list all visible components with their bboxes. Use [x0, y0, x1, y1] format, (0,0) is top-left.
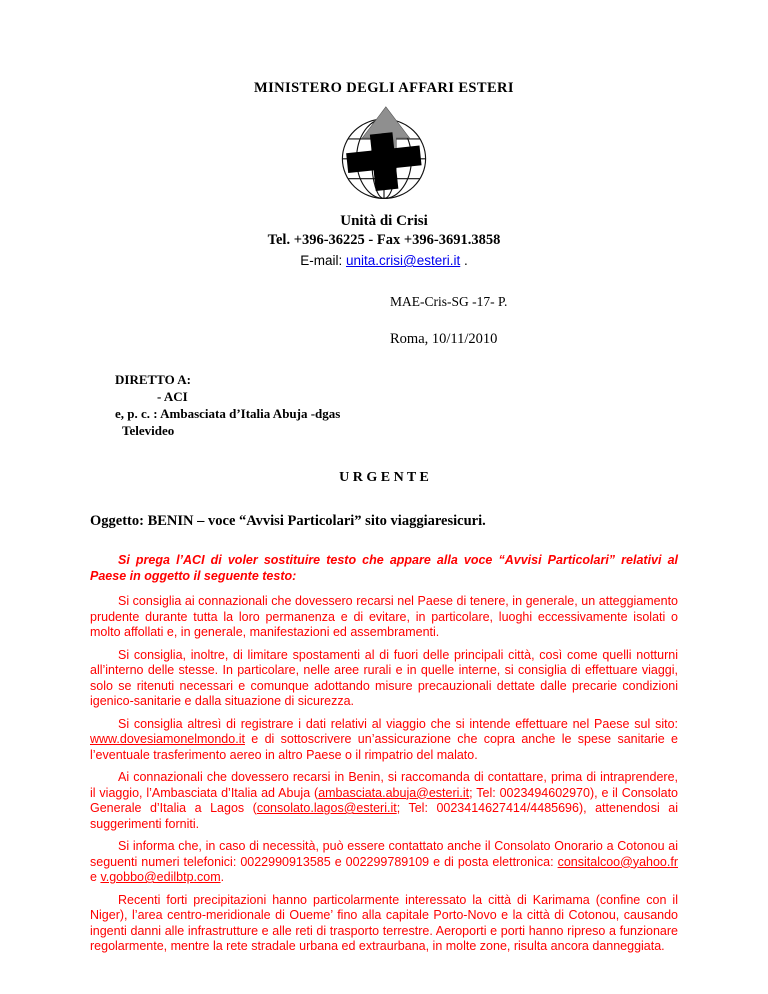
addressee-block	[115, 371, 768, 439]
letter-body	[90, 553, 678, 955]
paragraph-5-text-3: .	[220, 870, 225, 884]
paragraph-4-text-1: Ai connazionali che dovessero recarsi in Benin, si raccomanda di contattare, prima di intraprendere, il viaggio, l’Ambasciata d’Italia ad Abuja (	[90, 770, 678, 800]
date-line: Roma, 10/11/2010	[390, 331, 498, 347]
consulate-lagos-email-link[interactable]: consolato.lagos@esteri.it	[256, 801, 397, 815]
consulate-cotonou-email-link[interactable]: consitalcoo@yahoo.fr	[557, 854, 678, 869]
paragraph-3-text-2: e di sottoscrivere un’assicurazione che copra anche le spese sanitarie e l’eventuale trasferimento aereo in altro Paese o il rimpatrio del malato.	[90, 732, 678, 762]
email-suffix: .	[460, 253, 468, 268]
intro-paragraph: Si prega l’ACI di voler sostituire testo che appare alla voce “Avvisi Particolari” relativi al Paese in oggetto il seguente testo:	[90, 553, 678, 583]
paragraph-5-text-2: e	[90, 870, 101, 884]
paragraph-4	[90, 770, 678, 832]
paragraph-6: Recenti forti precipitazioni hanno particolarmente interessato la città di Karimama (confine con il Niger), l’area centro-meridionale di Oueme’ fino alla capitale Porto-Novo e la città di Cotonou, causando ingenti danni alle infrastrutture e alle reti di trasporto terrestre. Aeroporti e porti hanno ripreso a funzionare regolarmente, mentre la rete stradale urbana ed extraurbana, in molte zone, risulta ancora danneggiata.	[90, 892, 678, 953]
addressee-cc-line2: Televideo	[122, 423, 175, 438]
paragraph-3	[90, 717, 678, 764]
unit-title: Unità di Crisi	[340, 213, 428, 229]
email-line	[0, 253, 768, 268]
email-label: E-mail:	[300, 253, 346, 268]
ministry-title: MINISTERO DEGLI AFFARI ESTERI	[254, 80, 514, 96]
paragraph-4-text-3: ; Tel: 0023414627414/4485696), attenendosi ai suggerimenti forniti.	[90, 801, 679, 831]
subject-line: Oggetto: BENIN – voce “Avvisi Particolari” sito viaggiaresicuri.	[90, 513, 486, 529]
paragraph-5-text-1: Si informa che, in caso di necessità, può essere contattato anche il Consolato Onorario a Cotonou ai seguenti numeri telefonici: 0022990913585 e 002299789109 e di posta elettronica:	[90, 839, 678, 869]
embassy-abuja-email-link[interactable]: ambasciata.abuja@esteri.it	[318, 785, 470, 800]
dovesiamonelmondo-link[interactable]: www.dovesiamonelmondo.it	[90, 732, 245, 746]
protocol-number: MAE-Cris-SG -17- P.	[390, 294, 508, 309]
ministry-emblem	[0, 105, 768, 207]
globe-arrow-icon	[332, 105, 436, 205]
addressee-to-label: DIRETTO A:	[115, 372, 191, 387]
paragraph-5	[90, 839, 678, 886]
tel-fax-line: Tel. +396-36225 - Fax +396-3691.3858	[267, 232, 501, 248]
addressee-to-value: - ACI	[157, 389, 188, 404]
urgent-label: U R G E N T E	[339, 470, 429, 485]
email-link[interactable]: unita.crisi@esteri.it	[346, 253, 461, 268]
paragraph-2: Si consiglia, inoltre, di limitare spostamenti al di fuori delle principali città, così come quelli notturni all’interno delle stesse. In particolare, nelle aree rurali e in quelle interne, si consiglia di effettuare viaggi, solo se ritenuti necessari e comunque adottando misure precauzionali dettate dalle precarie condizioni igenico-sanitarie e dalla situazione di sicurezza.	[90, 647, 678, 708]
gobbo-email-link[interactable]: v.gobbo@edilbtp.com	[100, 870, 221, 884]
paragraph-1: Si consiglia ai connazionali che dovessero recarsi nel Paese di tenere, in generale, un atteggiamento prudente durante tutta la loro permanenza e di evitare, in particolare, luoghi eccessivamente isolati o molto affollati e, in generale, manifestazioni ed assembramenti.	[90, 594, 678, 639]
paragraph-4-text-2: ; Tel: 0023494602970), e il Consolato Generale d’Italia a Lagos (	[90, 785, 678, 815]
paragraph-3-text-1: Si consiglia altresì di registrare i dati relativi al viaggio che si intende effettuare nel Paese sul sito:	[118, 716, 678, 731]
addressee-cc-line: e, p. c. : Ambasciata d’Italia Abuja -dgas	[115, 406, 341, 421]
